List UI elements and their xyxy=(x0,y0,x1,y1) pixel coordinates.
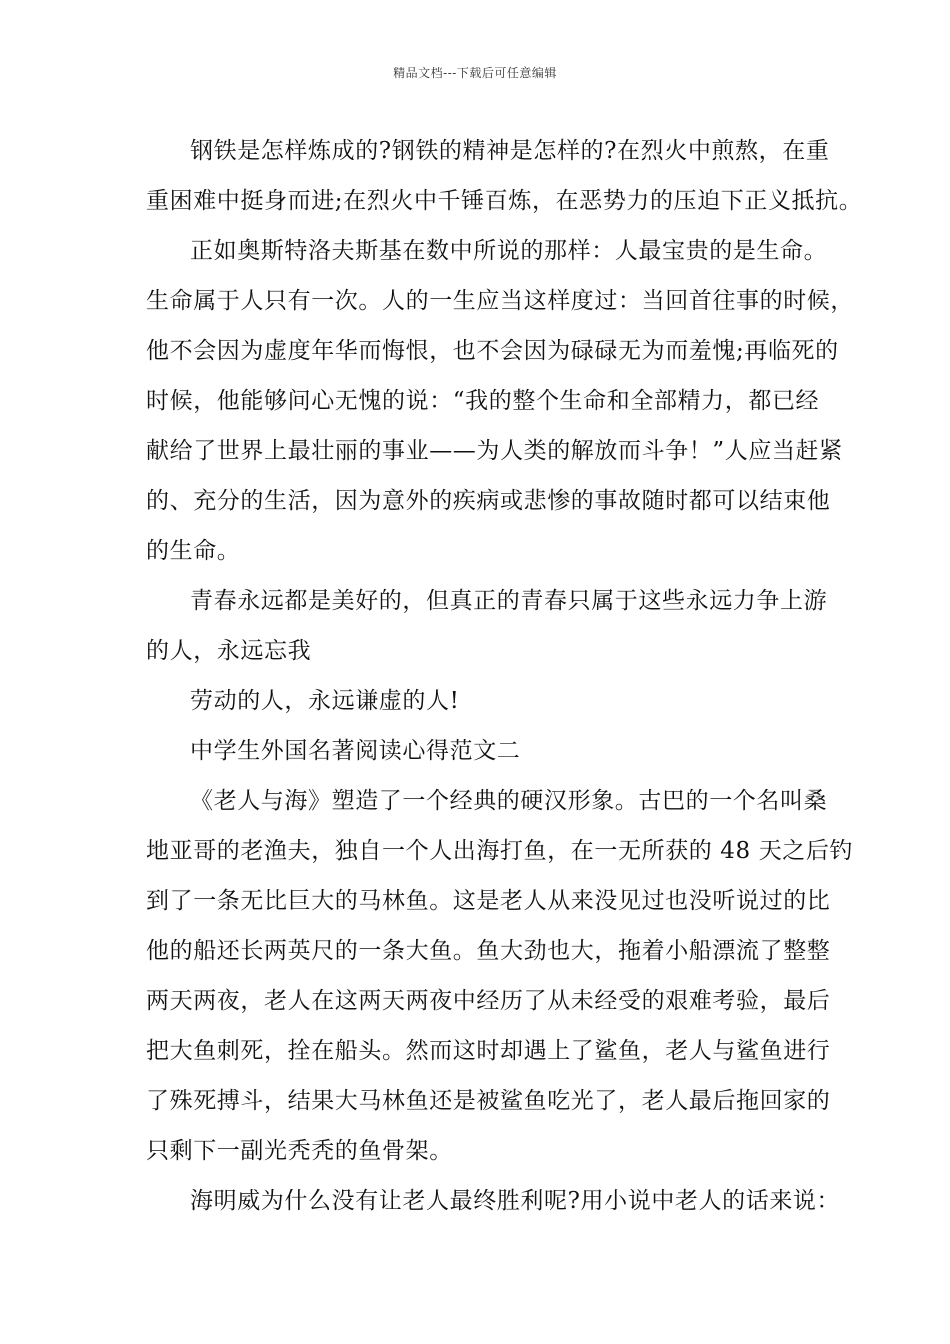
text-line: 劳动的人，永远谦虚的人! xyxy=(190,688,460,714)
text-line: 献给了世界上最壮丽的事业——为人类的解放而斗争！”人应当赶紧 xyxy=(146,438,843,464)
text-line: 的生命。 xyxy=(146,538,241,564)
text-line: 把大鱼刺死，拴在船头。然而这时却遇上了鲨鱼，老人与鲨鱼进行 xyxy=(146,1038,831,1064)
text-line: 正如奥斯特洛夫斯基在数中所说的那样：人最宝贵的是生命。 xyxy=(190,238,828,264)
section-heading: 中学生外国名著阅读心得范文二 xyxy=(190,738,521,764)
text-line: 重困难中挺身而进;在烈火中千锤百炼，在恶势力的压迫下正义抵抗。 xyxy=(146,188,863,214)
text-line: 的、充分的生活，因为意外的疾病或悲惨的事故随时都可以结束他 xyxy=(146,488,831,514)
text-line: 他的船还长两英尺的一条大鱼。鱼大劲也大，拖着小船漂流了整整 xyxy=(146,938,831,964)
text-line: 的人，永远忘我 xyxy=(146,638,312,664)
text-line: 两天两夜，老人在这两天两夜中经历了从未经受的艰难考验，最后 xyxy=(146,988,831,1014)
text-line: 钢铁是怎样炼成的?钢铁的精神是怎样的?在烈火中煎熬，在重 xyxy=(190,138,830,164)
text-line: 生命属于人只有一次。人的一生应当这样度过：当回首往事的时候， xyxy=(146,288,854,314)
text-line: 他不会因为虚度年华而悔恨，也不会因为碌碌无为而羞愧;再临死的 xyxy=(146,338,839,364)
text-line: 了殊死搏斗，结果大马林鱼还是被鲨鱼吃光了，老人最后拖回家的 xyxy=(146,1088,831,1114)
text-line: 地亚哥的老渔夫，独自一个人出海打鱼，在一无所获的 48 天之后钓 xyxy=(146,838,854,864)
text-line: 青春永远都是美好的，但真正的青春只属于这些永远力争上游 xyxy=(190,588,828,614)
text-line: 只剩下一副光秃秃的鱼骨架。 xyxy=(146,1138,453,1164)
text-line: 海明威为什么没有让老人最终胜利呢?用小说中老人的话来说： xyxy=(190,1188,841,1214)
text-line: 时候，他能够问心无愧的说：“我的整个生命和全部精力，都已经 xyxy=(146,388,820,414)
text-line: 《老人与海》塑造了一个经典的硬汉形象。古巴的一个名叫桑 xyxy=(190,788,828,814)
page-header: 精品文档---下载后可任意编辑 xyxy=(393,66,557,80)
text-line: 到了一条无比巨大的马林鱼。这是老人从来没见过也没听说过的比 xyxy=(146,888,831,914)
